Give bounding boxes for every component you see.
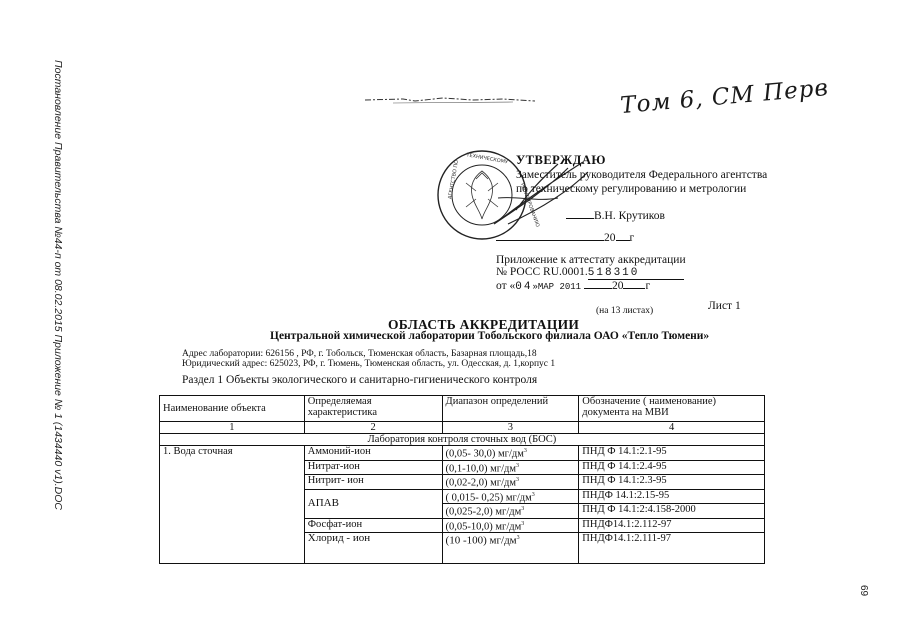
approve-signer-row xyxy=(566,210,665,222)
approve-line2: по техническому регулированию и метрологии xyxy=(516,183,747,195)
side-file-note: Постановление Правительства №44-п от 08.02.2015 Приложение № 1 (1434440 v1).DOC xyxy=(52,60,64,510)
number-cell: 3 xyxy=(442,422,579,434)
table-group-row xyxy=(160,434,765,446)
document-cell: ПНДФ 14.1:2.15-95 xyxy=(579,489,765,504)
number-cell: 2 xyxy=(304,422,442,434)
document-subtitle: Центральной химической лаборатории Тобольского филиала ОАО «Тепло Тюмени» xyxy=(270,330,710,342)
attachment-line1: Приложение к аттестату аккредитации xyxy=(496,254,686,266)
handwritten-note: Том 6, СМ Перв xyxy=(619,74,830,120)
approve-date-row xyxy=(496,232,634,244)
header-cell-range: Диапазон определений xyxy=(442,396,579,422)
attachment-year-prefix: 20 xyxy=(611,280,624,292)
svg-text:ТЕХНИЧЕСКОМУ: ТЕХНИЧЕСКОМУ xyxy=(465,152,509,166)
approve-date-suffix: г xyxy=(629,232,635,244)
characteristic-cell: Аммоний-ион xyxy=(304,446,442,461)
table-number-row xyxy=(160,422,765,434)
characteristic-cell: Хлорид - ион xyxy=(304,533,442,564)
range-cell: (0,02-2,0) $мг/дм^3$ xyxy=(442,475,579,490)
number-cell: 4 xyxy=(579,422,765,434)
sheets-count: (на 13 листах) xyxy=(596,306,654,316)
accreditation-table xyxy=(159,395,765,564)
section-title: Раздел 1 Объекты экологического и санитарно-гигиенического контроля xyxy=(182,374,538,386)
table-header-row xyxy=(160,396,765,422)
top-scribble-mark xyxy=(363,94,538,106)
document-cell: ПНД Ф 14.1:2:4.158-2000 xyxy=(579,504,765,519)
attachment-date-row xyxy=(496,280,650,293)
page-number: 69 xyxy=(858,584,870,597)
number-cell: 1 xyxy=(160,422,305,434)
range-cell: (0,05-10,0) $мг/дм^3$ xyxy=(442,518,579,533)
attachment-number-prefix: № РОСС RU.0001. xyxy=(496,266,588,278)
address-legal: Юридический адрес: 625023, РФ, г. Тюмень, Тюменская область, ул. Одесская, д. 1,корпус 1 xyxy=(182,359,556,369)
attachment-year-suffix: г xyxy=(645,280,651,292)
characteristic-cell: АПАВ xyxy=(304,489,442,518)
svg-text:РЕГУЛИРОВАНИЮ: РЕГУЛИРОВАНИЮ xyxy=(518,182,541,229)
group-title-cell: Лаборатория контроля сточных вод (БОС) xyxy=(160,434,765,446)
table-row xyxy=(160,446,765,461)
svg-text:АГЕНТСТВО ПО: АГЕНТСТВО ПО xyxy=(447,159,461,200)
object-cell: 1. Вода сточная xyxy=(160,446,305,564)
characteristic-cell: Нитрат-ион xyxy=(304,460,442,475)
address-lab: Адрес лаборатории: 626156 , РФ, г. Тобольск, Тюменская область, Базарная площадь,18 xyxy=(182,349,537,359)
range-cell: (10 -100) $мг/дм^3$ xyxy=(442,533,579,564)
header-cell-characteristic: Определяемая характеристика xyxy=(304,396,442,422)
document-cell: ПНД Ф 14.1:2.3-95 xyxy=(579,475,765,490)
signer-name: В.Н. Крутиков xyxy=(594,210,665,222)
characteristic-cell: Нитрит- ион xyxy=(304,475,442,490)
attachment-date-month: »МАР 2011 xyxy=(532,282,582,292)
document-cell: ПНДФ14.1:2.111-97 xyxy=(579,533,765,564)
sheet-label: Лист 1 xyxy=(708,300,741,312)
characteristic-cell: Фосфат-ион xyxy=(304,518,442,533)
document-cell: ПНДФ14.1:2.112-97 xyxy=(579,518,765,533)
approve-title: УТВЕРЖДАЮ xyxy=(516,153,606,167)
approve-line1: Заместитель руководителя Федерального агентства xyxy=(516,169,768,181)
header-cell-document: Обозначение ( наименование) документа на МВИ xyxy=(579,396,765,422)
range-cell: (0,05- 30,0) $мг/дм^3$ xyxy=(442,446,579,461)
range-cell: ( 0,015- 0,25) $мг/дм^3$ xyxy=(442,489,579,504)
range-cell: (0,1-10,0) $мг/дм^3$ xyxy=(442,460,579,475)
attachment-number: 518310 xyxy=(588,267,684,280)
range-cell: (0,025-2,0) $мг/дм^3$ xyxy=(442,504,579,519)
attachment-number-row xyxy=(496,266,684,280)
document-cell: ПНД Ф 14.1:2.1-95 xyxy=(579,446,765,461)
attachment-date-prefix: от « xyxy=(496,280,516,292)
document-cell: ПНД Ф 14.1:2.4-95 xyxy=(579,460,765,475)
approve-date-year: 20 xyxy=(604,232,616,244)
header-cell-object: Наименование объекта xyxy=(160,396,305,422)
attachment-date-day: 04 xyxy=(515,281,533,293)
document-title: ОБЛАСТЬ АККРЕДИТАЦИИ xyxy=(388,317,580,332)
